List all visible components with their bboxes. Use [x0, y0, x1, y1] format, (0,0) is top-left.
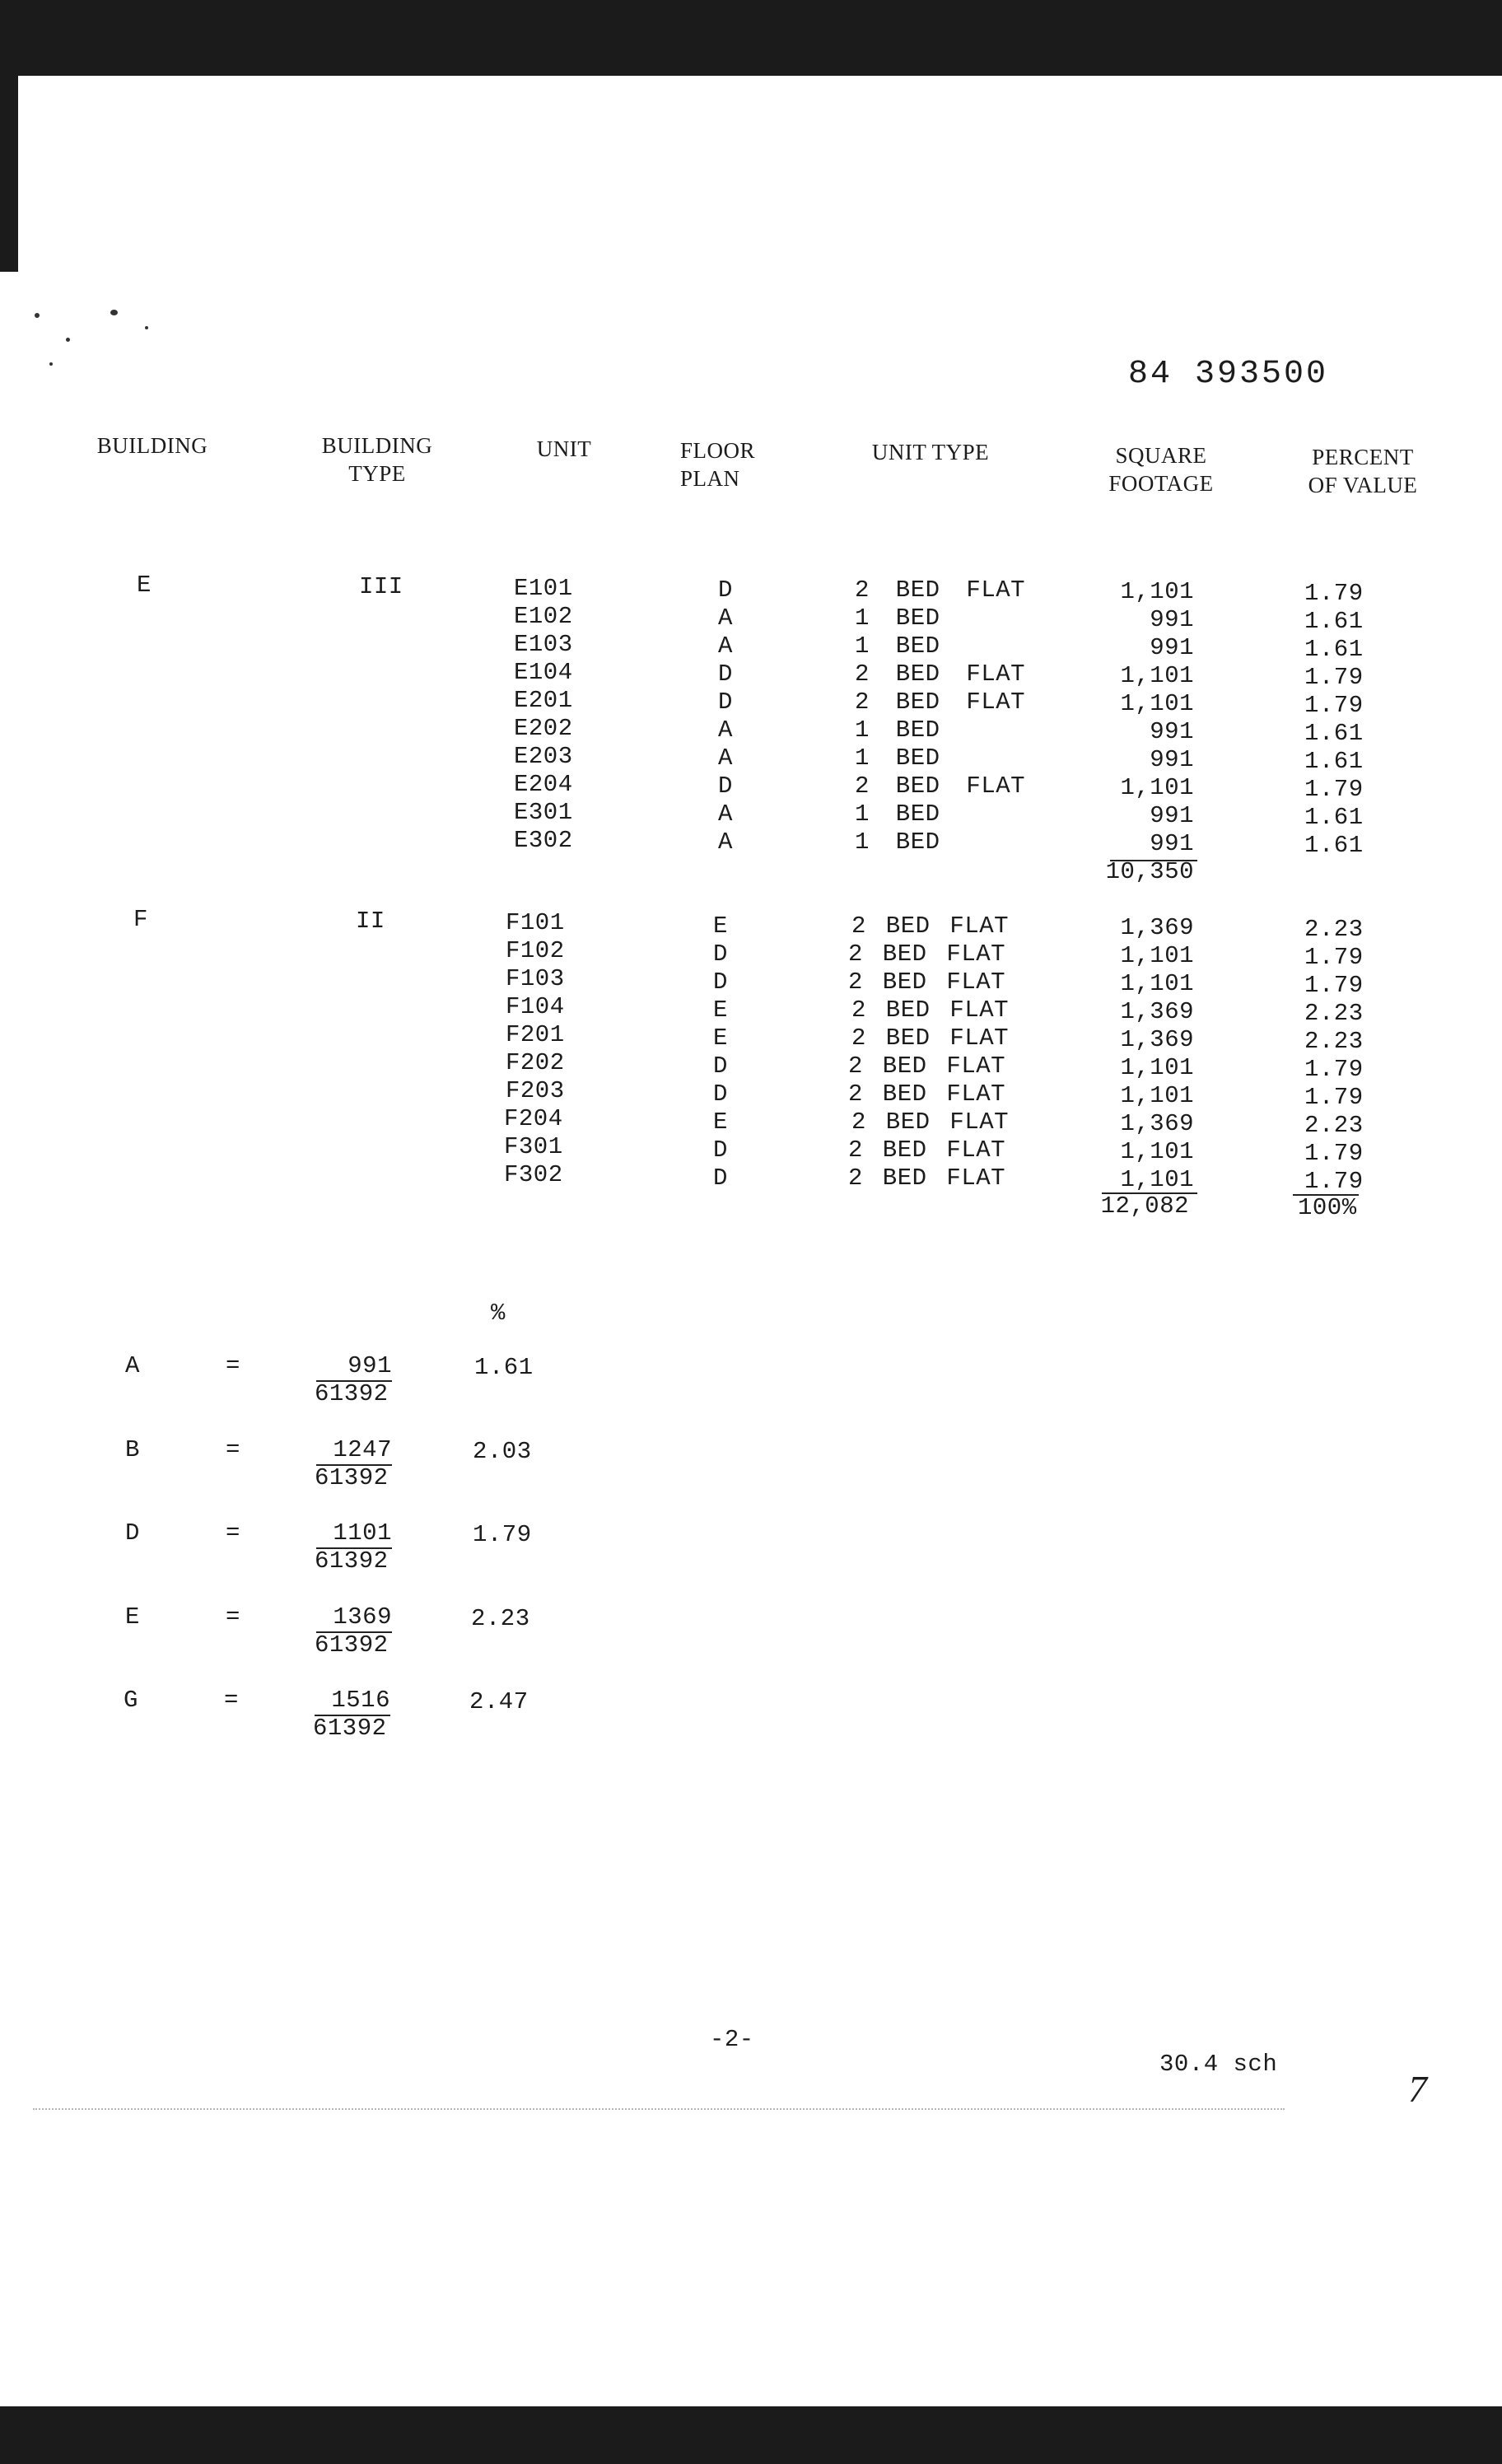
cell-floor-plan: A [718, 632, 733, 660]
calc-equals: = [226, 1519, 240, 1547]
cell-unit: F202 [506, 1049, 565, 1076]
header-unit [519, 435, 609, 463]
cell-square-footage: 991 [1150, 718, 1194, 745]
cell-unit-type: 2 BED FLAT [851, 1024, 1010, 1052]
cell-percent: 1.61 [1304, 636, 1364, 663]
scan-dotted-line [33, 2108, 1285, 2113]
cell-unit: E101 [514, 575, 573, 602]
calc-denominator: 61392 [315, 1631, 389, 1659]
header-building-type-line2: TYPE [348, 461, 406, 486]
cell-percent: 1.79 [1304, 580, 1364, 607]
cell-percent: 1.79 [1304, 1140, 1364, 1167]
cell-unit: F102 [506, 937, 565, 964]
cell-unit-type: 1 BED [855, 744, 940, 772]
cell-square-footage: 1,101 [1120, 1054, 1194, 1081]
cell-floor-plan: E [713, 1108, 728, 1136]
calc-plan-letter: A [125, 1352, 140, 1379]
header-building-label: BUILDING [96, 433, 208, 458]
calc-numerator: 1516 [331, 1687, 390, 1714]
cell-unit: F101 [506, 909, 565, 936]
group-building: F [133, 906, 148, 933]
cell-percent: 2.23 [1304, 1000, 1364, 1027]
cell-floor-plan: D [713, 1080, 728, 1108]
cell-percent: 2.23 [1304, 1028, 1364, 1055]
cell-floor-plan: D [718, 660, 733, 688]
cell-unit: F204 [504, 1105, 563, 1132]
cell-floor-plan: E [713, 912, 728, 940]
cell-floor-plan: D [713, 1136, 728, 1164]
page-number: -2- [710, 2026, 754, 2053]
calc-equals: = [226, 1436, 240, 1463]
cell-percent: 1.61 [1304, 748, 1364, 775]
calc-denominator: 61392 [313, 1715, 387, 1742]
cell-unit: F104 [506, 993, 565, 1020]
cell-percent: 1.79 [1304, 1168, 1364, 1195]
cell-square-footage: 1,369 [1120, 914, 1194, 941]
cell-unit-type: 2 BED FLAT [848, 1052, 1006, 1080]
scan-border-bottom [0, 2406, 1502, 2464]
cell-unit: E201 [514, 687, 573, 714]
scan-speck [49, 362, 53, 366]
cell-unit: E202 [514, 715, 573, 742]
cell-floor-plan: D [713, 1052, 728, 1080]
calc-percent-header: % [491, 1300, 506, 1327]
cell-unit-type: 2 BED FLAT [848, 1136, 1006, 1164]
cell-unit: E302 [514, 827, 573, 854]
group-total-square-footage: 12,082 [1100, 1192, 1189, 1220]
cell-unit-type: 1 BED [855, 604, 940, 632]
calc-percent: 1.61 [474, 1354, 534, 1381]
calc-plan-letter: B [125, 1436, 140, 1463]
calc-numerator: 1369 [333, 1603, 392, 1631]
header-percent-line2: OF VALUE [1308, 473, 1418, 497]
calc-denominator: 61392 [315, 1464, 389, 1491]
header-square-footage [1095, 441, 1227, 497]
cell-floor-plan: E [713, 996, 728, 1024]
calc-numerator: 1247 [333, 1436, 392, 1463]
scan-speck [145, 326, 148, 329]
cell-unit: E104 [514, 659, 573, 686]
cell-floor-plan: D [718, 772, 733, 800]
cell-floor-plan: D [718, 688, 733, 716]
header-percent-line1: PERCENT [1312, 445, 1414, 469]
cell-unit: E301 [514, 799, 573, 826]
cell-square-footage: 991 [1150, 802, 1194, 829]
cell-unit: F103 [506, 965, 565, 992]
cell-unit-type: 2 BED FLAT [848, 1080, 1006, 1108]
cell-square-footage: 991 [1150, 746, 1194, 773]
cell-unit-type: 2 BED FLAT [848, 1164, 1006, 1192]
cell-unit-type: 1 BED [855, 716, 940, 744]
cell-unit: F203 [506, 1077, 565, 1104]
cell-square-footage: 1,101 [1120, 690, 1194, 717]
cell-unit: F301 [504, 1133, 563, 1160]
cell-square-footage: 1,101 [1120, 1138, 1194, 1165]
cell-percent: 1.79 [1304, 1056, 1364, 1083]
cell-square-footage: 1,101 [1120, 662, 1194, 689]
cell-square-footage: 1,101 [1120, 942, 1194, 969]
cell-percent: 1.61 [1304, 804, 1364, 831]
cell-unit: E103 [514, 631, 573, 658]
group-total-percent: 100% [1298, 1194, 1357, 1221]
document-number: 84 393500 [1128, 356, 1329, 393]
cell-unit-type: 2 BED FLAT [851, 1108, 1010, 1136]
cell-unit-type: 1 BED [855, 828, 940, 856]
header-floor-plan-line2: PLAN [680, 466, 740, 491]
cell-square-footage: 991 [1150, 830, 1194, 857]
cell-percent: 1.79 [1304, 776, 1364, 803]
cell-percent: 2.23 [1304, 916, 1364, 943]
cell-unit-type: 2 BED FLAT [851, 912, 1010, 940]
scan-speck [35, 313, 40, 318]
scan-speck [66, 338, 70, 342]
cell-percent: 1.61 [1304, 720, 1364, 747]
calc-plan-letter: D [125, 1519, 140, 1547]
group-total-square-footage: 10,350 [1105, 858, 1194, 885]
cell-square-footage: 1,369 [1120, 1110, 1194, 1137]
corner-handwritten-mark: 7 [1408, 2068, 1428, 2110]
cell-unit: E204 [514, 771, 573, 798]
header-square-footage-line2: FOOTAGE [1108, 471, 1214, 496]
cell-square-footage: 1,101 [1120, 1166, 1194, 1193]
cell-unit-type: 2 BED FLAT [848, 940, 1006, 968]
cell-square-footage: 1,369 [1120, 998, 1194, 1025]
cell-square-footage: 991 [1150, 606, 1194, 633]
scan-border-left [0, 0, 18, 272]
cell-floor-plan: A [718, 716, 733, 744]
calc-percent: 1.79 [473, 1521, 532, 1548]
calc-numerator: 1101 [333, 1519, 392, 1547]
cell-square-footage: 1,369 [1120, 1026, 1194, 1053]
cell-percent: 1.79 [1304, 1084, 1364, 1111]
cell-floor-plan: D [713, 940, 728, 968]
cell-floor-plan: D [718, 576, 733, 604]
calc-percent: 2.23 [471, 1605, 530, 1632]
cell-unit-type: 1 BED [855, 632, 940, 660]
cell-square-footage: 1,101 [1120, 1082, 1194, 1109]
cell-square-footage: 991 [1150, 634, 1194, 661]
footer-note: 30.4 sch [1159, 2051, 1278, 2078]
header-unit-type [848, 438, 1013, 466]
cell-percent: 1.79 [1304, 664, 1364, 691]
header-square-footage-line1: SQUARE [1115, 443, 1207, 468]
scan-speck [110, 310, 118, 315]
group-building: E [137, 572, 152, 599]
cell-unit-type: 2 BED FLAT [855, 772, 1026, 800]
scan-border-top [0, 0, 1502, 76]
cell-percent: 1.79 [1304, 972, 1364, 999]
calc-plan-letter: E [125, 1603, 140, 1631]
group-building-type: III [359, 573, 403, 600]
header-percent-of-value [1293, 443, 1433, 499]
cell-unit-type: 2 BED FLAT [855, 576, 1026, 604]
cell-unit: E203 [514, 743, 573, 770]
cell-percent: 1.61 [1304, 832, 1364, 859]
calc-plan-letter: G [124, 1687, 138, 1714]
header-floor-plan-line1: FLOOR [680, 438, 756, 463]
calc-equals: = [226, 1352, 240, 1379]
calc-numerator: 991 [348, 1352, 392, 1379]
cell-unit-type: 1 BED [855, 800, 940, 828]
cell-percent: 1.61 [1304, 608, 1364, 635]
cell-percent: 1.79 [1304, 944, 1364, 971]
calc-denominator: 61392 [315, 1547, 389, 1575]
cell-unit-type: 2 BED FLAT [848, 968, 1006, 996]
cell-floor-plan: E [713, 1024, 728, 1052]
header-unit-type-label: UNIT TYPE [871, 440, 990, 464]
cell-unit: F302 [504, 1161, 563, 1188]
header-floor-plan [680, 436, 779, 492]
cell-square-footage: 1,101 [1120, 578, 1194, 605]
cell-floor-plan: D [713, 1164, 728, 1192]
cell-floor-plan: A [718, 800, 733, 828]
cell-unit: E102 [514, 603, 573, 630]
calc-percent: 2.03 [473, 1438, 532, 1465]
header-building-type [311, 432, 443, 488]
header-building-type-line1: BUILDING [321, 433, 433, 458]
cell-percent: 2.23 [1304, 1112, 1364, 1139]
cell-square-footage: 1,101 [1120, 774, 1194, 801]
cell-percent: 1.79 [1304, 692, 1364, 719]
calc-equals: = [226, 1603, 240, 1631]
cell-floor-plan: A [718, 604, 733, 632]
cell-unit-type: 2 BED FLAT [855, 688, 1026, 716]
cell-floor-plan: D [713, 968, 728, 996]
group-building-type: II [356, 908, 385, 935]
calc-equals: = [224, 1687, 239, 1714]
header-unit-label: UNIT [536, 436, 592, 461]
cell-unit-type: 2 BED FLAT [855, 660, 1026, 688]
cell-unit-type: 2 BED FLAT [851, 996, 1010, 1024]
cell-floor-plan: A [718, 828, 733, 856]
cell-square-footage: 1,101 [1120, 970, 1194, 997]
cell-unit: F201 [506, 1021, 565, 1048]
calc-percent: 2.47 [469, 1688, 529, 1715]
header-building [91, 432, 214, 460]
calc-denominator: 61392 [315, 1380, 389, 1407]
cell-floor-plan: A [718, 744, 733, 772]
